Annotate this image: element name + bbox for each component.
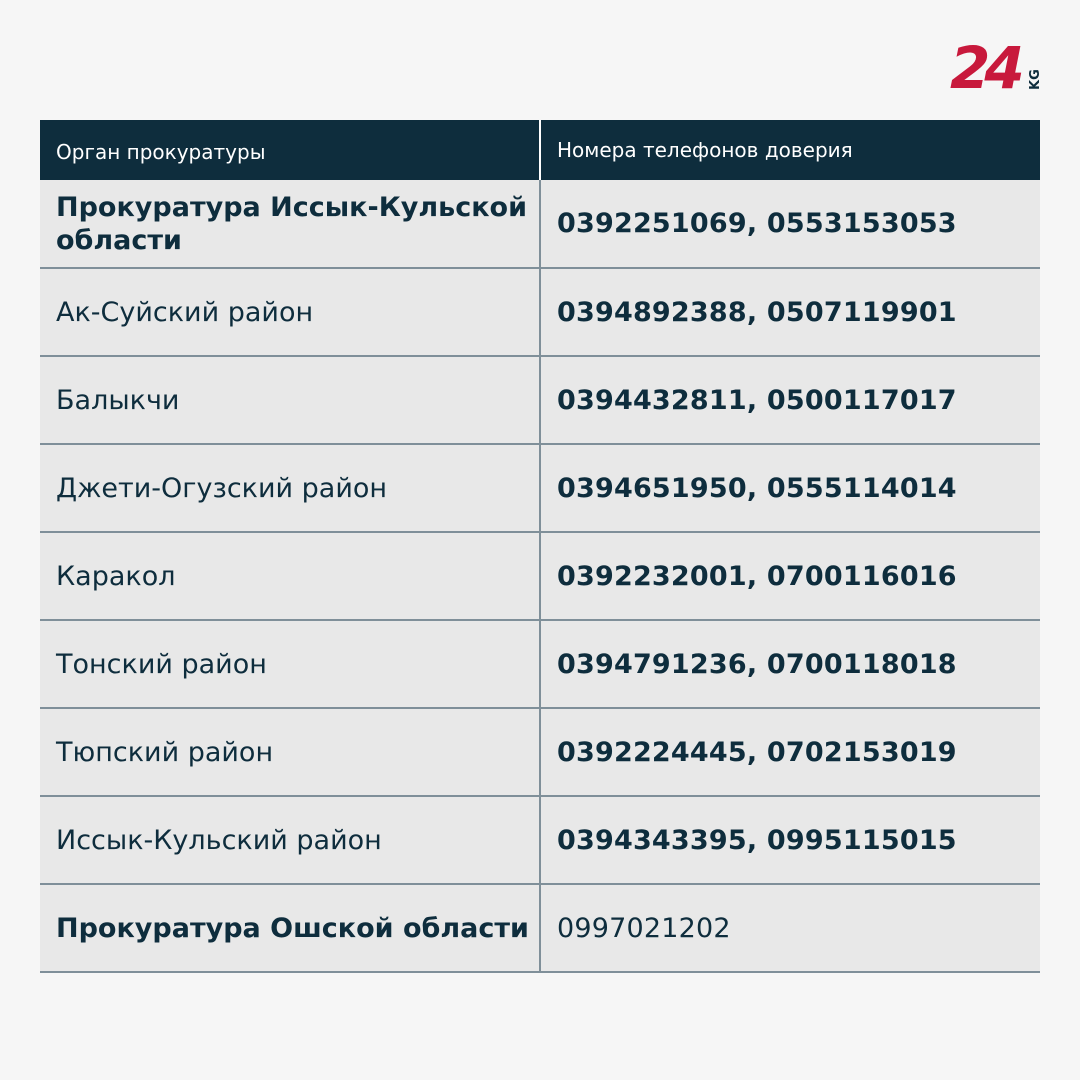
table-row [40, 356, 1040, 444]
organ-name: Прокуратура Ошской области [40, 884, 540, 972]
hotline-table [40, 120, 1040, 973]
table-row [40, 532, 1040, 620]
header-phones: Номера телефонов доверия [540, 120, 1040, 180]
header-organ: Орган прокуратуры [40, 120, 540, 180]
organ-name: Каракол [40, 532, 540, 620]
logo-24kg-icon [950, 38, 1045, 94]
organ-name: Балыкчи [40, 356, 540, 444]
phone-numbers: 0394791236, 0700118018 [540, 620, 1040, 708]
organ-name: Джети-Огузский район [40, 444, 540, 532]
table-row [40, 444, 1040, 532]
phone-numbers: 0394343395, 0995115015 [540, 796, 1040, 884]
table-row [40, 884, 1040, 972]
organ-name: Тюпский район [40, 708, 540, 796]
phone-numbers: 0392251069, 0553153053 [540, 180, 1040, 268]
table-row [40, 180, 1040, 268]
phone-numbers: 0394892388, 0507119901 [540, 268, 1040, 356]
phone-numbers: 0394432811, 0500117017 [540, 356, 1040, 444]
phone-numbers: 0392224445, 0702153019 [540, 708, 1040, 796]
phone-numbers: 0394651950, 0555114014 [540, 444, 1040, 532]
phone-numbers: 0997021202 [540, 884, 1040, 972]
site-logo [950, 38, 1045, 94]
logo-number: 24 [950, 38, 1019, 94]
table-row [40, 620, 1040, 708]
organ-name: Тонский район [40, 620, 540, 708]
logo-suffix: KG [1028, 69, 1043, 90]
organ-name: Иссык-Кульский район [40, 796, 540, 884]
table-row [40, 796, 1040, 884]
table-header-row [40, 120, 1040, 180]
organ-name: Прокуратура Иссык-Кульской области [40, 180, 540, 268]
table-row [40, 708, 1040, 796]
phone-numbers: 0392232001, 0700116016 [540, 532, 1040, 620]
organ-name: Ак-Суйский район [40, 268, 540, 356]
table-row [40, 268, 1040, 356]
